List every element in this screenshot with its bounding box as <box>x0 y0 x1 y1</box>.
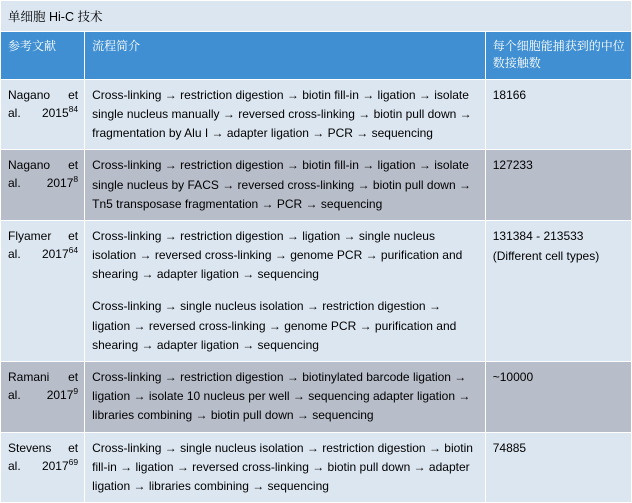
table-title-row <box>1 1 632 32</box>
reference-year-wrap <box>8 386 78 404</box>
cell-median <box>485 220 631 361</box>
cell-procedure <box>85 220 486 361</box>
reference-citation: 69 <box>68 456 79 467</box>
cell-reference <box>1 220 85 361</box>
reference-name: Flyamer et <box>8 228 79 243</box>
table-row <box>1 432 632 503</box>
median-note: (Different cell types) <box>492 248 600 263</box>
reference-year: al. 2017 <box>8 176 74 191</box>
reference-name: Stevens et <box>8 440 79 455</box>
cell-reference <box>1 79 85 150</box>
table-row <box>1 362 632 433</box>
median-value: 131384 - 213533 <box>492 228 584 243</box>
reference-name: Ramani et <box>8 370 79 385</box>
table-row <box>1 79 632 150</box>
cell-procedure <box>85 79 486 150</box>
cell-procedure <box>85 362 486 433</box>
cell-procedure <box>85 432 486 503</box>
procedure-paragraph: Cross-linking → restriction digestion → biotin fill-in → ligation → isolate single nucleus manually → reversed cross-linking → biotin pull down → fragmentation by Alu I → adapter ligation → PCR → sequencing <box>92 87 472 141</box>
reference-year: al. 2015 <box>8 105 69 120</box>
procedure-paragraph: Cross-linking → restriction digestion → ligation → single nucleus isolation → reversed cross-linking → genome PCR → purification and shearing → adapter ligation → sequencing <box>92 228 463 282</box>
cell-reference <box>1 362 85 433</box>
cell-median <box>485 79 631 150</box>
procedure-paragraph: Cross-linking → restriction digestion → biotin fill-in → ligation → isolate single nucleus by FACS → reversed cross-linking → biotin pull down → Tn5 transposase fragmentation → PCR → sequencing <box>92 158 471 211</box>
median-value: 18166 <box>492 87 527 102</box>
reference-year: al. 2017 <box>8 388 74 403</box>
cell-reference <box>1 150 85 221</box>
table-title: 单细胞 Hi-C 技术 <box>1 1 632 32</box>
reference-citation: 64 <box>68 244 79 255</box>
cell-reference <box>1 432 85 503</box>
cell-median <box>485 362 631 433</box>
median-value: 74885 <box>492 440 527 455</box>
median-value: 127233 <box>492 158 533 173</box>
reference-citation: 84 <box>68 103 79 114</box>
column-header-median-contacts: 每个细胞能捕获到的中位数接触数 <box>485 32 631 80</box>
reference-year-wrap <box>8 245 78 263</box>
reference-year-wrap <box>8 174 78 192</box>
column-header-reference: 参考文献 <box>1 32 85 80</box>
reference-year-wrap <box>8 457 78 475</box>
table-row <box>1 150 632 221</box>
reference-year: al. 2017 <box>8 246 69 261</box>
reference-citation: 8 <box>73 174 79 185</box>
cell-median <box>485 150 631 221</box>
table-header-row <box>1 32 632 80</box>
cell-median <box>485 432 631 503</box>
procedure-paragraph: Cross-linking → restriction digestion → biotinylated barcode ligation → ligation → isolate 10 nucleus per well → sequencing adapter ligation → libraries combining → biotin pull down → sequencing <box>92 370 471 423</box>
reference-year: al. 2017 <box>8 458 69 473</box>
table-row <box>1 220 632 361</box>
reference-citation: 9 <box>73 386 79 397</box>
procedure-paragraph: Cross-linking → single nucleus isolation → restriction digestion → biotin fill-in → ligation → reversed cross-linking → biotin pull down → adapter ligation → libraries combining → sequencing <box>92 440 473 493</box>
reference-name: Nagano et <box>8 158 79 173</box>
column-header-procedure: 流程简介 <box>85 32 486 80</box>
median-value: ~10000 <box>492 370 534 385</box>
cell-procedure <box>85 150 486 221</box>
reference-name: Nagano et <box>8 87 79 102</box>
procedure-paragraph: Cross-linking → single nucleus isolation → restriction digestion → ligation → reversed cross-linking → genome PCR → purification and shearing → adapter ligation → sequencing <box>92 299 457 352</box>
reference-year-wrap <box>8 104 78 122</box>
